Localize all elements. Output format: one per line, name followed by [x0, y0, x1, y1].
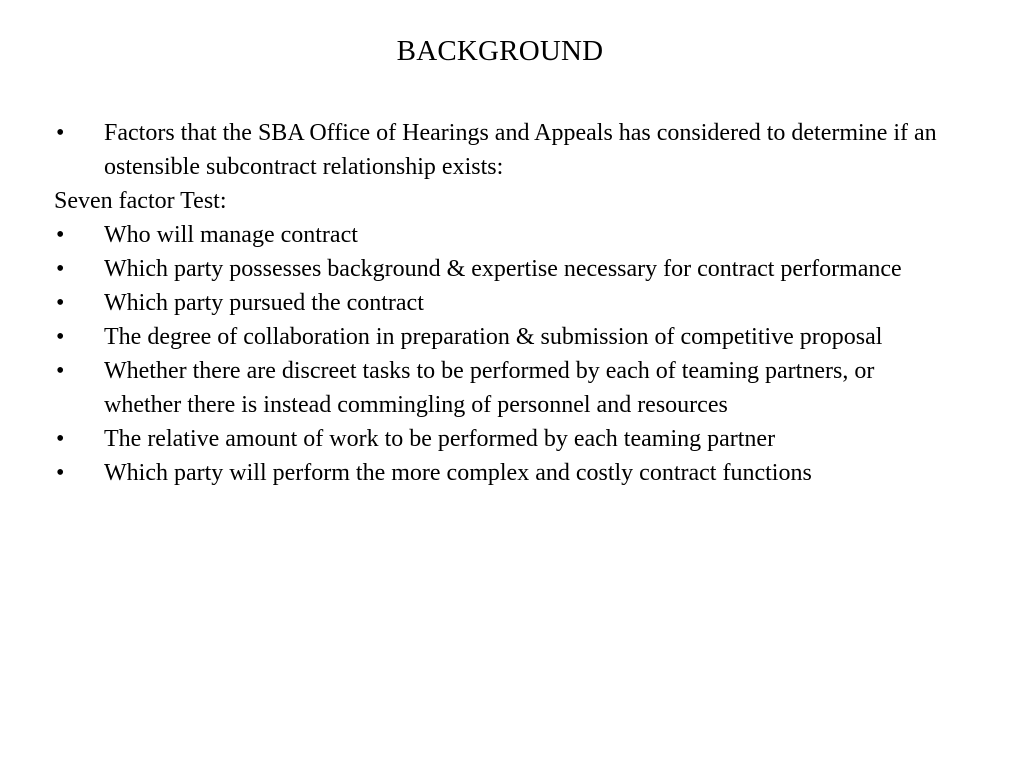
factor-text: Whether there are discreet tasks to be performed by each of teaming partners, or whether there is instead commingling of personnel and resources: [104, 358, 875, 418]
factor-item: [54, 252, 954, 286]
bullet-marker: •: [56, 120, 65, 146]
factor-item: [54, 286, 954, 320]
bullet-marker: •: [56, 256, 65, 282]
slide-content: [54, 116, 954, 490]
intro-bullet-text: Factors that the SBA Office of Hearings and Appeals has considered to determine if an ostensible subcontract relationship exists:: [104, 120, 937, 180]
factor-item: [54, 218, 954, 252]
bullet-marker: •: [56, 426, 65, 452]
bullet-marker: •: [56, 222, 65, 248]
factor-item: [54, 320, 954, 354]
bullet-marker: •: [56, 290, 65, 316]
factor-item: [54, 456, 954, 490]
bullet-marker: •: [56, 324, 65, 350]
factor-text: Who will manage contract: [104, 222, 358, 248]
factor-item: [54, 354, 954, 422]
bullet-marker: •: [56, 460, 65, 486]
factor-text: The degree of collaboration in preparation & submission of competitive proposal: [104, 324, 883, 350]
factor-text: Which party possesses background & expertise necessary for contract performance: [104, 256, 902, 282]
factor-text: Which party pursued the contract: [104, 290, 424, 316]
factor-text: The relative amount of work to be performed by each teaming partner: [104, 426, 776, 452]
bullet-marker: •: [56, 358, 65, 384]
subheading: Seven factor Test:: [54, 188, 227, 214]
intro-bullet: [54, 116, 954, 184]
slide-title: BACKGROUND: [396, 35, 604, 67]
factor-text: Which party will perform the more complex and costly contract functions: [104, 460, 812, 486]
factor-item: [54, 422, 954, 456]
